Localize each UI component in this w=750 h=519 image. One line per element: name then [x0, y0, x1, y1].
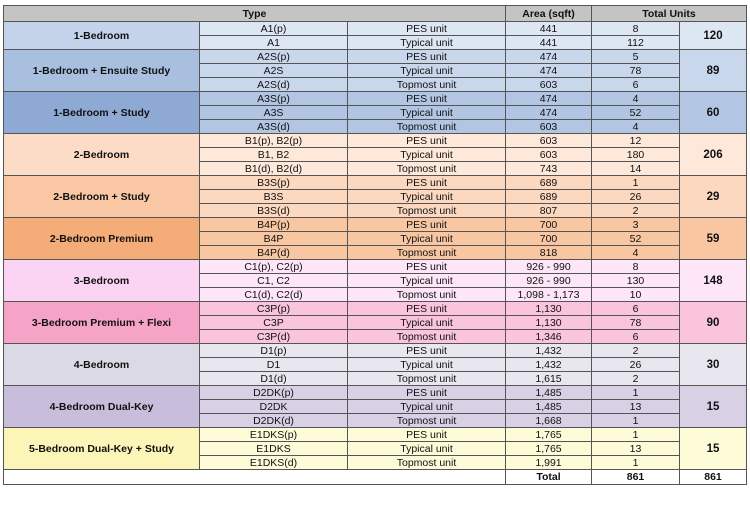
unit-type-name: 4-Bedroom: [4, 344, 200, 386]
table-row: [4, 218, 747, 232]
unit-type-name: 2-Bedroom Premium: [4, 218, 200, 260]
unit-category: PES unit: [348, 50, 506, 64]
unit-area: 700: [506, 232, 592, 246]
unit-type-name: 1-Bedroom + Ensuite Study: [4, 50, 200, 92]
unit-area: 474: [506, 106, 592, 120]
type-total-units: 59: [680, 218, 747, 260]
unit-code: E1DKS: [200, 442, 348, 456]
unit-count: 78: [592, 316, 680, 330]
table-row: [4, 50, 747, 64]
total-row-blank: [4, 470, 506, 485]
unit-area: 474: [506, 92, 592, 106]
table-row: [4, 386, 747, 400]
total-label: Total: [506, 470, 592, 485]
unit-code: A3S(d): [200, 120, 348, 134]
table-row: [4, 428, 747, 442]
unit-code: B1(d), B2(d): [200, 162, 348, 176]
unit-area: 1,346: [506, 330, 592, 344]
unit-area: 1,130: [506, 316, 592, 330]
unit-category: Typical unit: [348, 358, 506, 372]
unit-count: 1: [592, 176, 680, 190]
unit-count: 13: [592, 442, 680, 456]
unit-category: Topmost unit: [348, 330, 506, 344]
unit-count: 6: [592, 78, 680, 92]
unit-category: PES unit: [348, 344, 506, 358]
unit-code: C3P: [200, 316, 348, 330]
unit-area: 926 - 990: [506, 274, 592, 288]
unit-count: 2: [592, 344, 680, 358]
unit-count: 12: [592, 134, 680, 148]
unit-count: 8: [592, 260, 680, 274]
unit-code: C1, C2: [200, 274, 348, 288]
unit-category: PES unit: [348, 92, 506, 106]
type-total-units: 15: [680, 386, 747, 428]
type-total-units: 90: [680, 302, 747, 344]
unit-area: 1,432: [506, 358, 592, 372]
header-row: [4, 6, 747, 22]
unit-area: 818: [506, 246, 592, 260]
unit-category: Typical unit: [348, 148, 506, 162]
unit-code: D2DK(p): [200, 386, 348, 400]
unit-code: E1DKS(d): [200, 456, 348, 470]
unit-code: A3S: [200, 106, 348, 120]
unit-code: B4P(p): [200, 218, 348, 232]
unit-code: B1(p), B2(p): [200, 134, 348, 148]
unit-code: D1(p): [200, 344, 348, 358]
unit-type-name: 1-Bedroom: [4, 22, 200, 50]
unit-count: 130: [592, 274, 680, 288]
unit-category: Topmost unit: [348, 78, 506, 92]
table-row: [4, 176, 747, 190]
unit-code: B4P: [200, 232, 348, 246]
unit-count: 14: [592, 162, 680, 176]
unit-category: Topmost unit: [348, 414, 506, 428]
unit-category: Topmost unit: [348, 246, 506, 260]
unit-code: A2S(p): [200, 50, 348, 64]
unit-code: B3S: [200, 190, 348, 204]
unit-count: 4: [592, 246, 680, 260]
unit-count: 6: [592, 330, 680, 344]
unit-count: 8: [592, 22, 680, 36]
unit-area: 1,991: [506, 456, 592, 470]
unit-code: C3P(p): [200, 302, 348, 316]
table-row: [4, 260, 747, 274]
unit-count: 2: [592, 204, 680, 218]
unit-type-name: 2-Bedroom + Study: [4, 176, 200, 218]
unit-area: 1,765: [506, 442, 592, 456]
unit-category: Typical unit: [348, 316, 506, 330]
unit-count: 2: [592, 372, 680, 386]
unit-count: 1: [592, 428, 680, 442]
unit-count: 6: [592, 302, 680, 316]
unit-count: 112: [592, 36, 680, 50]
unit-category: Typical unit: [348, 274, 506, 288]
unit-area: 441: [506, 22, 592, 36]
unit-area: 1,668: [506, 414, 592, 428]
unit-code: B4P(d): [200, 246, 348, 260]
type-total-units: 120: [680, 22, 747, 50]
total-row: [4, 470, 747, 485]
unit-count: 180: [592, 148, 680, 162]
unit-category: Typical unit: [348, 190, 506, 204]
table-body: [4, 22, 747, 485]
unit-count: 78: [592, 64, 680, 78]
unit-code: B1, B2: [200, 148, 348, 162]
unit-area: 1,485: [506, 386, 592, 400]
unit-area: 689: [506, 190, 592, 204]
unit-code: D1: [200, 358, 348, 372]
header-area: Area (sqft): [506, 6, 592, 22]
unit-area: 1,098 - 1,173: [506, 288, 592, 302]
unit-count: 52: [592, 106, 680, 120]
unit-category: Typical unit: [348, 232, 506, 246]
unit-area: 926 - 990: [506, 260, 592, 274]
unit-category: Typical unit: [348, 442, 506, 456]
unit-count: 3: [592, 218, 680, 232]
total-units-sum: 861: [592, 470, 680, 485]
unit-code: B3S(p): [200, 176, 348, 190]
table-row: [4, 22, 747, 36]
unit-code: A1: [200, 36, 348, 50]
table-row: [4, 134, 747, 148]
unit-code: A3S(p): [200, 92, 348, 106]
unit-category: Topmost unit: [348, 204, 506, 218]
unit-count: 52: [592, 232, 680, 246]
unit-area: 689: [506, 176, 592, 190]
unit-code: A1(p): [200, 22, 348, 36]
unit-category: PES unit: [348, 386, 506, 400]
type-total-units: 60: [680, 92, 747, 134]
type-total-units: 15: [680, 428, 747, 470]
unit-area: 807: [506, 204, 592, 218]
unit-area: 1,485: [506, 400, 592, 414]
type-total-units: 148: [680, 260, 747, 302]
unit-area: 1,130: [506, 302, 592, 316]
unit-count: 1: [592, 386, 680, 400]
unit-code: C1(d), C2(d): [200, 288, 348, 302]
table-row: [4, 302, 747, 316]
unit-count: 4: [592, 92, 680, 106]
unit-code: D2DK: [200, 400, 348, 414]
type-total-units: 30: [680, 344, 747, 386]
unit-count: 1: [592, 414, 680, 428]
unit-category: Typical unit: [348, 400, 506, 414]
unit-code: C3P(d): [200, 330, 348, 344]
unit-area: 603: [506, 148, 592, 162]
unit-area: 1,765: [506, 428, 592, 442]
unit-code: E1DKS(p): [200, 428, 348, 442]
unit-category: PES unit: [348, 134, 506, 148]
table-row: [4, 92, 747, 106]
unit-category: Typical unit: [348, 64, 506, 78]
unit-category: Topmost unit: [348, 162, 506, 176]
unit-count: 4: [592, 120, 680, 134]
unit-code: D1(d): [200, 372, 348, 386]
unit-count: 10: [592, 288, 680, 302]
type-total-units: 29: [680, 176, 747, 218]
type-total-units: 89: [680, 50, 747, 92]
unit-area: 474: [506, 64, 592, 78]
unit-category: PES unit: [348, 428, 506, 442]
unit-area: 603: [506, 78, 592, 92]
unit-area: 1,615: [506, 372, 592, 386]
unit-type-name: 3-Bedroom: [4, 260, 200, 302]
unit-code: A2S: [200, 64, 348, 78]
unit-category: PES unit: [348, 218, 506, 232]
unit-category: PES unit: [348, 260, 506, 274]
unit-type-name: 1-Bedroom + Study: [4, 92, 200, 134]
unit-code: A2S(d): [200, 78, 348, 92]
type-total-units: 206: [680, 134, 747, 176]
unit-type-name: 2-Bedroom: [4, 134, 200, 176]
unit-category: PES unit: [348, 22, 506, 36]
unit-area: 603: [506, 120, 592, 134]
header-type: Type: [4, 6, 506, 22]
unit-mix-table: [3, 5, 747, 485]
unit-area: 474: [506, 50, 592, 64]
table-row: [4, 344, 747, 358]
unit-count: 26: [592, 190, 680, 204]
unit-category: Topmost unit: [348, 288, 506, 302]
unit-category: Typical unit: [348, 106, 506, 120]
unit-category: PES unit: [348, 176, 506, 190]
unit-area: 700: [506, 218, 592, 232]
unit-area: 603: [506, 134, 592, 148]
grand-total: 861: [680, 470, 747, 485]
unit-code: B3S(d): [200, 204, 348, 218]
unit-code: D2DK(d): [200, 414, 348, 428]
unit-category: Typical unit: [348, 36, 506, 50]
header-total-units: Total Units: [592, 6, 747, 22]
unit-type-name: 3-Bedroom Premium + Flexi: [4, 302, 200, 344]
unit-area: 743: [506, 162, 592, 176]
unit-count: 1: [592, 456, 680, 470]
unit-mix-table-container: [3, 5, 747, 485]
unit-category: Topmost unit: [348, 456, 506, 470]
unit-count: 5: [592, 50, 680, 64]
unit-count: 13: [592, 400, 680, 414]
unit-category: Topmost unit: [348, 120, 506, 134]
unit-type-name: 5-Bedroom Dual-Key + Study: [4, 428, 200, 470]
unit-area: 441: [506, 36, 592, 50]
unit-type-name: 4-Bedroom Dual-Key: [4, 386, 200, 428]
unit-area: 1,432: [506, 344, 592, 358]
unit-count: 26: [592, 358, 680, 372]
unit-category: PES unit: [348, 302, 506, 316]
unit-category: Topmost unit: [348, 372, 506, 386]
unit-code: C1(p), C2(p): [200, 260, 348, 274]
